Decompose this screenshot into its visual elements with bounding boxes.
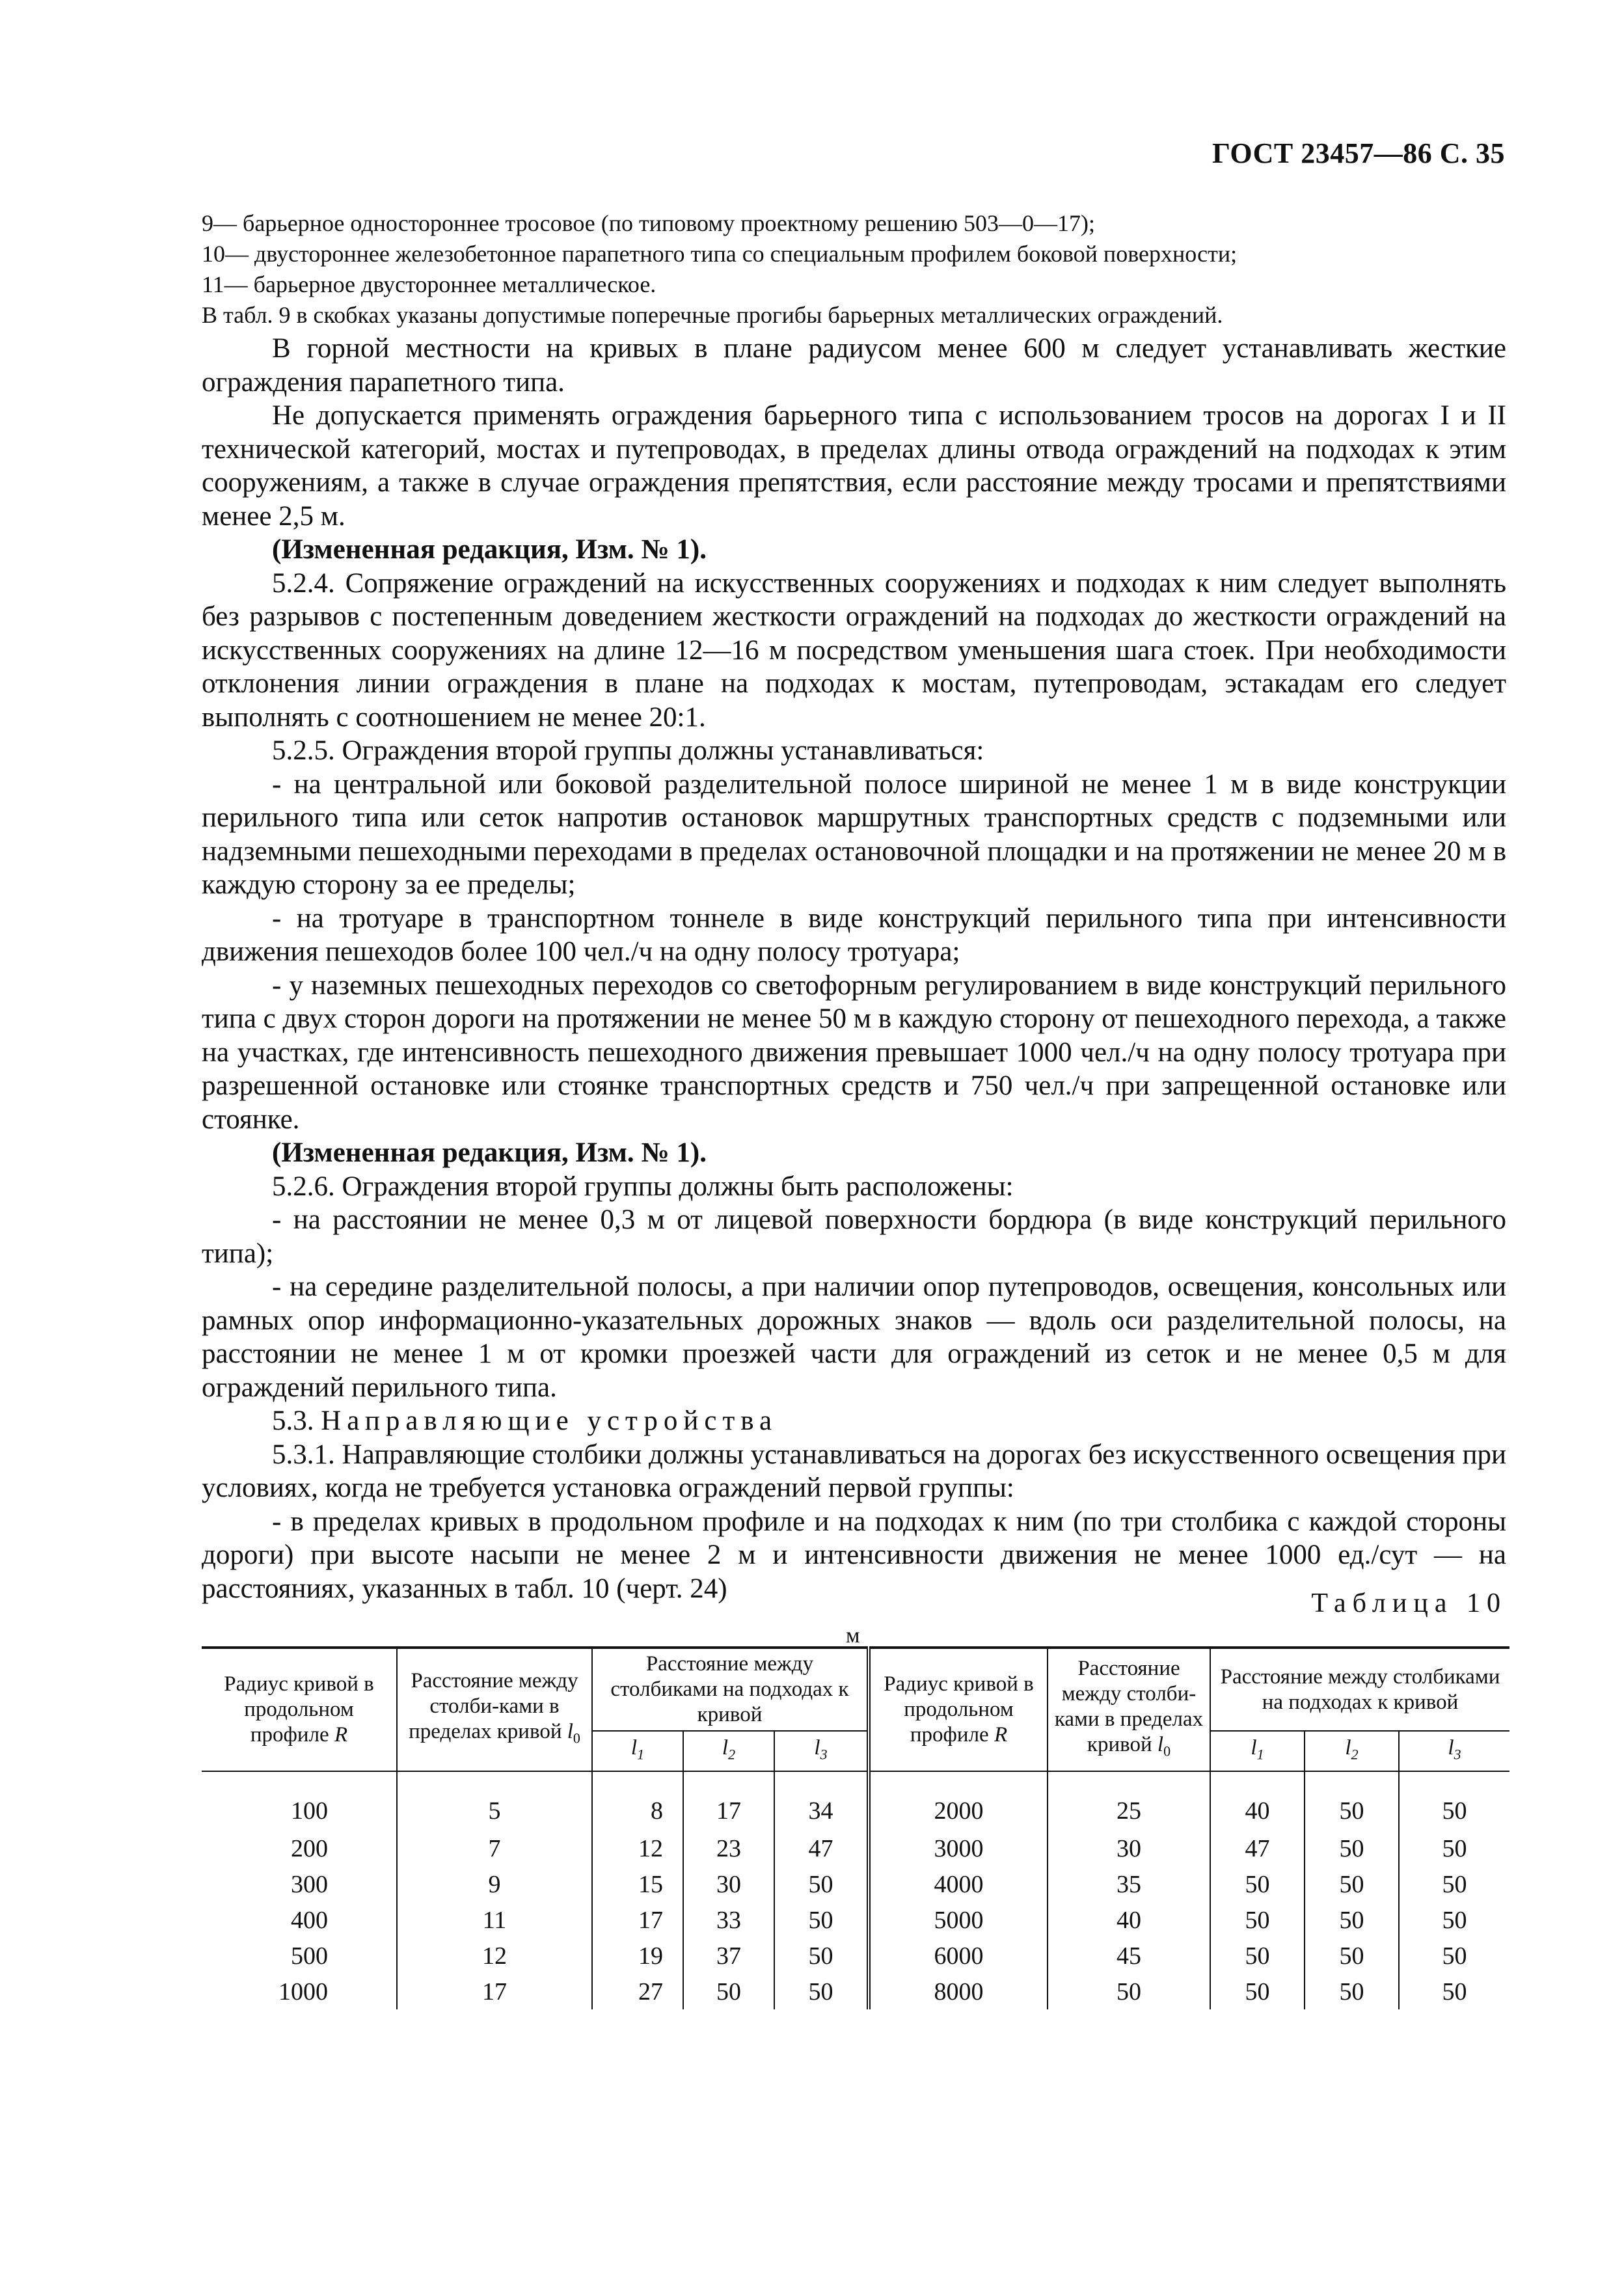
clause-5-2-5: 5.2.5. Ограждения второй группы должны устанавливаться: [272, 735, 984, 766]
table-row [202, 1830, 1509, 1866]
section-number: 5.3. [272, 1406, 314, 1436]
table-cell: 50 [774, 1902, 869, 1938]
table-cell: 6000 [869, 1938, 1048, 1974]
table-cell: 9 [397, 1866, 592, 1902]
table-cell: 50 [1305, 1902, 1399, 1938]
table-cell: 40 [1048, 1902, 1210, 1938]
table-cell: 37 [683, 1938, 774, 1974]
table-cell: 50 [1305, 1866, 1399, 1902]
table-cell: 200 [291, 1834, 328, 1862]
table-cell: 12 [592, 1830, 683, 1866]
table-cell: 1000 [278, 1978, 328, 2005]
table-cell: 50 [1210, 1974, 1305, 2009]
list-item: - на центральной или боковой разделительной полосе шириной не менее 1 м в виде конструкции перильного типа или сеток напротив остановок маршрутных транспортных средств с подземными или надземными пешеходными переходами в пределах остановочной площадки и на протяжении не менее 20 м в каждую сторону за ее пределы; [202, 768, 1506, 900]
table-cell: 8000 [869, 1974, 1048, 2009]
table-cell: 100 [291, 1797, 328, 1825]
header-approach: Расстояние между столбиками на подходах к кривой [592, 1648, 869, 1731]
header-distance: Расстояние между столби-ками в пределах кривой $l_0$ [397, 1648, 592, 1771]
table-unit: м [846, 1624, 860, 1648]
table-cell: 47 [1210, 1830, 1305, 1866]
table-cell: 5000 [869, 1902, 1048, 1938]
table-cell: 35 [1048, 1866, 1210, 1902]
table-cell: 50 [1210, 1938, 1305, 1974]
table-cell: 5 [397, 1771, 592, 1830]
table-row [202, 1866, 1509, 1902]
table-row [202, 1974, 1509, 2009]
header-l2: $l_2$ [683, 1731, 774, 1771]
header-l2: $l_2$ [1305, 1731, 1399, 1771]
table-row [202, 1902, 1509, 1938]
list-item: - на тротуаре в транспортном тоннеле в виде конструкций перильного типа при интенсивности движения пешеходов более 100 чел./ч на одну полосу тротуара; [202, 903, 1506, 967]
section-title: Направляющие устройства [321, 1406, 778, 1436]
table-cell: 7 [397, 1830, 592, 1866]
clause-5-3-1: 5.3.1. Направляющие столбики должны устанавливаться на дорогах без искусственного освещения при условиях, когда не требуется установка ограждений первой группы: [202, 1439, 1506, 1503]
table-cell: 300 [291, 1870, 328, 1898]
header-l1: $l_1$ [592, 1731, 683, 1771]
clause-5-2-4: 5.2.4. Сопряжение ограждений на искусственных сооружениях и подходах к ним следует выполнять без разрывов с постепенным доведением жесткости ограждений на подходах до жесткости ограждений на искусственных сооружениях на длине 12—16 м посредством уменьшения шага стоек. При необходимости отклонения линии ограждения в плане на подходах к мостам, путепроводам, эстакадам его следует выполнять с соотношением не менее 20:1. [202, 567, 1506, 733]
body-text [202, 332, 1506, 1605]
header-radius: Радиус кривой в продольном профиле R [202, 1648, 397, 1771]
table-cell: 12 [397, 1938, 592, 1974]
table-cell: 50 [1305, 1771, 1399, 1830]
table-cell: 15 [592, 1866, 683, 1902]
table-cell: 50 [1399, 1830, 1509, 1866]
table-cell: 17 [683, 1771, 774, 1830]
table-cell: 30 [683, 1866, 774, 1902]
table-caption: Таблица 10 [1311, 1588, 1507, 1618]
table-cell: 2000 [869, 1771, 1048, 1830]
table-row [202, 1938, 1509, 1974]
note-11: 11— барьерное двустороннее металлическое. [202, 271, 656, 297]
table-cell: 50 [1399, 1771, 1509, 1830]
table-cell: 40 [1210, 1771, 1305, 1830]
header-radius: Радиус кривой в продольном профиле R [869, 1648, 1048, 1771]
table-cell: 30 [1048, 1830, 1210, 1866]
note-table-9: В табл. 9 в скобках указаны допустимые поперечные прогибы барьерных металлических ограждений. [202, 302, 1223, 328]
legend-notes [202, 208, 1503, 331]
page-header: ГОСТ 23457—86 С. 35 [1211, 137, 1505, 169]
table-cell: 45 [1048, 1938, 1210, 1974]
table-cell: 50 [1305, 1830, 1399, 1866]
table-cell: 50 [774, 1938, 869, 1974]
table-cell: 47 [774, 1830, 869, 1866]
amendment-note: (Измененная редакция, Изм. № 1). [272, 1137, 707, 1168]
header-l3: $l_3$ [1399, 1731, 1509, 1771]
table-10 [202, 1646, 1509, 2009]
table-cell: 25 [1048, 1771, 1210, 1830]
header-l1: $l_1$ [1210, 1731, 1305, 1771]
list-item: - в пределах кривых в продольном профиле и на подходах к ним (по три столбика с каждой стороны дороги) при высоте насыпи не менее 2 м и интенсивности движения не менее 1000 ед./сут — на расстояниях, указанных в табл. 10 (черт. 24) [202, 1506, 1506, 1604]
table-cell: 27 [592, 1974, 683, 2009]
amendment-note: (Измененная редакция, Изм. № 1). [272, 534, 707, 565]
paragraph: В горной местности на кривых в плане радиусом менее 600 м следует устанавливать жесткие ограждения парапетного типа. [202, 333, 1506, 398]
table-row [202, 1771, 1509, 1830]
table-cell: 50 [683, 1974, 774, 2009]
table-cell: 3000 [869, 1830, 1048, 1866]
header-l3: $l_3$ [774, 1731, 869, 1771]
clause-5-2-6: 5.2.6. Ограждения второй группы должны быть расположены: [272, 1171, 1014, 1202]
table-cell: 33 [683, 1902, 774, 1938]
table-cell: 50 [1305, 1974, 1399, 2009]
table-cell: 4000 [869, 1866, 1048, 1902]
note-9: 9— барьерное одностороннее тросовое (по типовому проектному решению 503—0—17); [202, 210, 1096, 236]
header-approach: Расстояние между столбиками на подходах к кривой [1210, 1648, 1509, 1731]
section-heading [202, 1404, 1506, 1438]
list-item: - у наземных пешеходных переходов со светофорным регулированием в виде конструкций перильного типа с двух сторон дороги на протяжении не менее 50 м в каждую сторону от пешеходного перехода, а также на участках, где интенсивность пешеходного движения превышает 1000 чел./ч на одну полосу тротуара при разрешенной остановке или стоянке транспортных средств и 750 чел./ч при запрещенной остановке или стоянке. [202, 970, 1506, 1135]
table-cell: 50 [1399, 1902, 1509, 1938]
list-item: - на середине разделительной полосы, а при наличии опор путепроводов, освещения, консольных или рамных опор информационно-указательных дорожных знаков — вдоль оси разделительной полосы, на расстоянии не менее 1 м от кромки проезжей части для ограждений из сеток и не менее 0,5 м для ограждений перильного типа. [202, 1271, 1506, 1403]
table-cell: 500 [291, 1942, 328, 1970]
table-cell: 50 [1399, 1938, 1509, 1974]
table-cell: 50 [774, 1974, 869, 2009]
table-cell: 50 [774, 1866, 869, 1902]
table-cell: 11 [397, 1902, 592, 1938]
table-cell: 50 [1399, 1866, 1509, 1902]
paragraph: Не допускается применять ограждения барьерного типа с использованием тросов на дорогах I и II технической категорий, мостах и путепроводах, в пределах длины отвода ограждений на подходах к этим сооружениям, а также в случае ограждения препятствия, если расстояние между тросами и препятствиями менее 2,5 м. [202, 400, 1506, 532]
table-cell: 17 [397, 1974, 592, 2009]
list-item: - на расстоянии не менее 0,3 м от лицевой поверхности бордюра (в виде конструкций перильного типа); [202, 1204, 1506, 1269]
table-cell: 50 [1210, 1866, 1305, 1902]
table-cell: 50 [1399, 1974, 1509, 2009]
header-distance: Расстояние между столби-ками в пределах кривой $l_0$ [1048, 1648, 1210, 1771]
table-cell: 400 [291, 1906, 328, 1934]
note-10: 10— двустороннее железобетонное парапетного типа со специальным профилем боковой поверхности; [202, 241, 1238, 267]
table-cell: 17 [592, 1902, 683, 1938]
table-cell: 19 [592, 1938, 683, 1974]
table-cell: 50 [1305, 1938, 1399, 1974]
table-cell: 50 [1210, 1902, 1305, 1938]
table-cell: 23 [683, 1830, 774, 1866]
table-cell: 50 [1048, 1974, 1210, 2009]
table-cell: 8 [592, 1771, 683, 1830]
table-cell: 34 [774, 1771, 869, 1830]
